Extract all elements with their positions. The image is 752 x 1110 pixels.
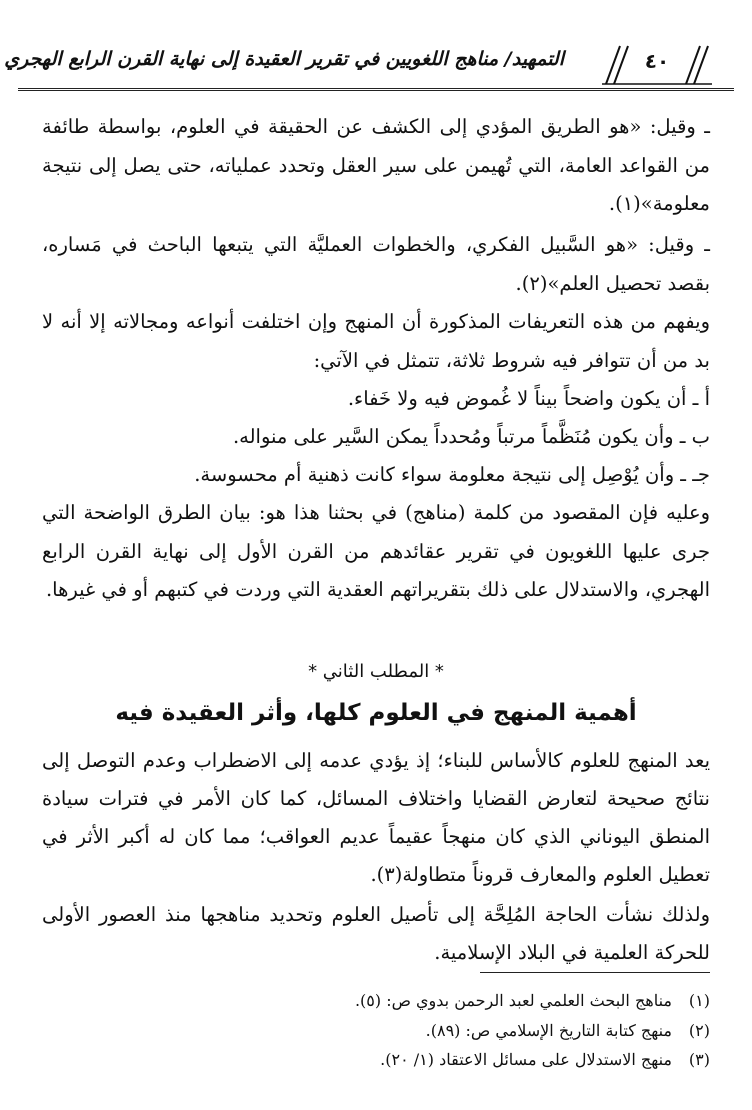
footnote-number: (٢) [688,1020,710,1040]
footnote [42,986,710,1016]
footnote-number: (١) [688,991,710,1010]
footnote-text: منهج كتابة التاريخ الإسلامي ص: (٨٩). [425,1020,672,1040]
header-divider [18,88,734,91]
paragraph-need: ولذلك نشأت الحاجة المُلِحَّة إلى تأصيل العلوم وتحديد مناهجها منذ العصور الأولى للحركة العلمية في البلاد الإسلامية. [42,903,710,964]
footnote-text: منهج الاستدلال على مسائل الاعتقاد (١/ ٢٠). [380,1050,672,1069]
page-number-ornament [602,44,712,86]
footnote-divider [480,972,710,973]
paragraph-meaning-of-manahij: وعليه فإن المقصود من كلمة (مناهج) في بحثنا هذا هو: بيان الطرق الواضحة التي جرى عليها اللغويون في تقرير عقائدهم من القرن الأول إلى نهاية القرن الرابع الهجري، والاستدلال على ذلك بتقريراتهم العقدية التي وردت في كتبهم أو في غيرها. [42,501,710,601]
running-header-title: التمهيد/ مناهج اللغويين في تقرير العقيدة إلى نهاية القرن الرابع الهجري [4,48,564,70]
running-header [4,40,734,92]
footnote-text: مناهج البحث العلمي لعبد الرحمن بدوي ص: (٥). [354,991,672,1010]
paragraph-definition-2: ـ وقيل: «هو السَّبيل الفكري، والخطوات العمليَّة التي يتبعها الباحث في مَساره، بقصد تحصيل العلم»(٢). [42,233,710,295]
list-item: جـ ـ وأن يُوْصِل إلى نتيجة معلومة سواء كانت ذهنية أم محسوسة. [194,463,710,486]
paragraph-importance: يعد المنهج للعلوم كالأساس للبناء؛ إذ يؤدي عدمه إلى الاضطراب وعدم التوصل إلى نتائج صحيحة لتعارض القضايا واختلاف المسائل، كما كان الأمر في فترات سيادة المنطق اليوناني الذي كان منهجاً عقيماً عديم العواقب؛ مما كان له أكبر الأثر في تعطيل العلوم والمعارف قروناً متطاولة(٣). [42,749,710,886]
paragraph-conditions-intro: ويفهم من هذه التعريفات المذكورة أن المنهج وإن اختلفت أنواعه ومجالاته إلا أنه لا بد من أن تتوافر فيه شروط ثلاثة، تتمثل في الآتي: [42,310,710,372]
footnotes [42,986,710,1075]
footnote [42,1045,710,1075]
list-item: ب ـ وأن يكون مُنَظَّماً مرتباً ومُحدداً يمكن السَّير على منواله. [232,425,710,448]
paragraph-definition-1: ـ وقيل: «هو الطريق المؤدي إلى الكشف عن الحقيقة في العلوم، بواسطة طائفة من القواعد العامة، التي تُهيمن على سير العقل وتحدد عملياته، حتى يصل إلى نتيجة معلومة»(١). [42,115,710,215]
list-item: أ ـ أن يكون واضحاً بيناً لا غُموض فيه ولا خَفاء. [347,387,710,410]
footnote-number: (٣) [688,1050,710,1069]
footnote [42,1016,710,1046]
section-title: أهمية المنهج في العلوم كلها، وأثر العقيدة فيه [115,700,637,726]
conditions-list [42,380,710,494]
page-number: ٤٠ [644,49,670,73]
section-label: * المطلب الثاني * [308,661,444,682]
